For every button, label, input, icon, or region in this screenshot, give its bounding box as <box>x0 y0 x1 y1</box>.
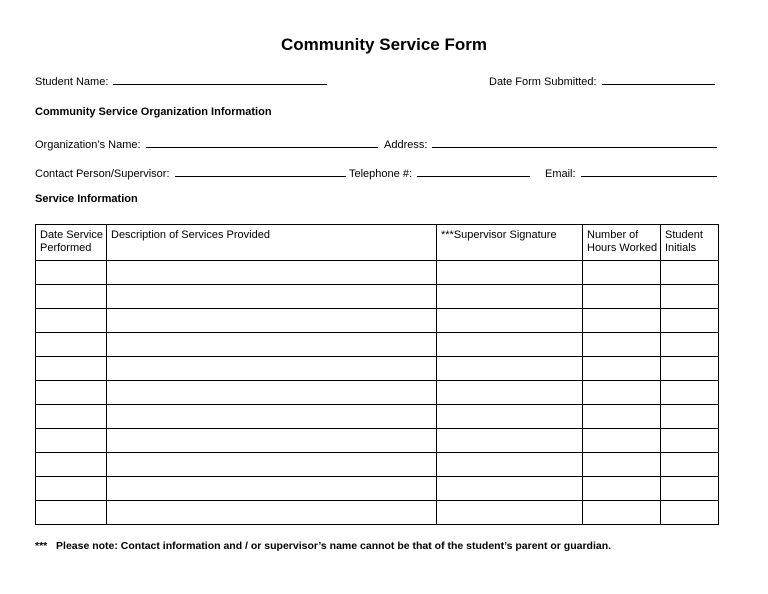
header-date: Date Service Performed <box>36 225 107 261</box>
signature-cell[interactable] <box>437 309 583 333</box>
signature-cell[interactable] <box>437 357 583 381</box>
student-name-row <box>35 73 327 89</box>
date-cell[interactable] <box>36 309 107 333</box>
table-body <box>36 261 719 525</box>
date-submitted-field[interactable] <box>602 73 715 85</box>
telephone-field[interactable] <box>417 165 530 177</box>
org-name-row <box>35 136 378 152</box>
signature-cell[interactable] <box>437 453 583 477</box>
table-row <box>36 453 719 477</box>
student-name-field[interactable] <box>113 73 327 85</box>
date-cell[interactable] <box>36 357 107 381</box>
student-name-label: Student Name: <box>35 76 109 88</box>
signature-cell[interactable] <box>437 285 583 309</box>
contact-row <box>35 165 346 181</box>
signature-cell[interactable] <box>437 405 583 429</box>
header-description: Description of Services Provided <box>107 225 437 261</box>
table-row <box>36 261 719 285</box>
address-row <box>384 136 717 152</box>
hours-cell[interactable] <box>583 309 661 333</box>
footnote <box>35 540 611 552</box>
telephone-label: Telephone #: <box>349 168 412 180</box>
hours-cell[interactable] <box>583 261 661 285</box>
hours-cell[interactable] <box>583 477 661 501</box>
signature-cell[interactable] <box>437 333 583 357</box>
description-cell[interactable] <box>107 405 437 429</box>
org-section-heading: Community Service Organization Information <box>35 106 272 118</box>
initials-cell[interactable] <box>661 477 719 501</box>
table-row <box>36 501 719 525</box>
initials-cell[interactable] <box>661 309 719 333</box>
address-label: Address: <box>384 139 428 151</box>
service-section-heading: Service Information <box>35 193 138 205</box>
date-cell[interactable] <box>36 477 107 501</box>
address-field[interactable] <box>432 136 717 148</box>
footnote-text: Please note: Contact information and / or supervisor’s name cannot be that of the student’s parent or guardian. <box>56 540 612 552</box>
header-hours: Number of Hours Worked <box>583 225 661 261</box>
description-cell[interactable] <box>107 477 437 501</box>
footnote-marker: *** <box>35 540 48 552</box>
hours-cell[interactable] <box>583 333 661 357</box>
signature-cell[interactable] <box>437 261 583 285</box>
contact-label: Contact Person/Supervisor: <box>35 168 170 180</box>
description-cell[interactable] <box>107 261 437 285</box>
signature-cell[interactable] <box>437 501 583 525</box>
signature-cell[interactable] <box>437 381 583 405</box>
description-cell[interactable] <box>107 333 437 357</box>
hours-cell[interactable] <box>583 405 661 429</box>
email-row <box>545 165 717 181</box>
table-row <box>36 285 719 309</box>
initials-cell[interactable] <box>661 357 719 381</box>
table-row <box>36 381 719 405</box>
date-cell[interactable] <box>36 285 107 309</box>
header-initials: Student Initials <box>661 225 719 261</box>
initials-cell[interactable] <box>661 285 719 309</box>
date-cell[interactable] <box>36 381 107 405</box>
signature-cell[interactable] <box>437 477 583 501</box>
date-submitted-label: Date Form Submitted: <box>489 76 597 88</box>
initials-cell[interactable] <box>661 429 719 453</box>
org-name-label: Organization’s Name: <box>35 139 141 151</box>
contact-field[interactable] <box>175 165 346 177</box>
date-cell[interactable] <box>36 501 107 525</box>
signature-cell[interactable] <box>437 429 583 453</box>
date-cell[interactable] <box>36 429 107 453</box>
initials-cell[interactable] <box>661 381 719 405</box>
initials-cell[interactable] <box>661 261 719 285</box>
description-cell[interactable] <box>107 501 437 525</box>
hours-cell[interactable] <box>583 501 661 525</box>
table-row <box>36 477 719 501</box>
date-cell[interactable] <box>36 333 107 357</box>
form-title: Community Service Form <box>281 35 487 54</box>
table-row <box>36 429 719 453</box>
initials-cell[interactable] <box>661 333 719 357</box>
initials-cell[interactable] <box>661 501 719 525</box>
service-table <box>35 224 719 525</box>
description-cell[interactable] <box>107 285 437 309</box>
org-name-field[interactable] <box>146 136 378 148</box>
table-row <box>36 405 719 429</box>
table-header-row <box>36 225 719 261</box>
initials-cell[interactable] <box>661 405 719 429</box>
table-row <box>36 357 719 381</box>
description-cell[interactable] <box>107 429 437 453</box>
table-row <box>36 309 719 333</box>
description-cell[interactable] <box>107 453 437 477</box>
date-cell[interactable] <box>36 261 107 285</box>
header-supervisor-signature: ***Supervisor Signature <box>437 225 583 261</box>
date-cell[interactable] <box>36 405 107 429</box>
initials-cell[interactable] <box>661 453 719 477</box>
table-row <box>36 333 719 357</box>
email-field[interactable] <box>581 165 717 177</box>
date-submitted-row <box>489 73 715 89</box>
description-cell[interactable] <box>107 381 437 405</box>
hours-cell[interactable] <box>583 429 661 453</box>
hours-cell[interactable] <box>583 381 661 405</box>
hours-cell[interactable] <box>583 357 661 381</box>
hours-cell[interactable] <box>583 285 661 309</box>
description-cell[interactable] <box>107 357 437 381</box>
hours-cell[interactable] <box>583 453 661 477</box>
date-cell[interactable] <box>36 453 107 477</box>
description-cell[interactable] <box>107 309 437 333</box>
telephone-row <box>349 165 530 181</box>
email-label: Email: <box>545 168 576 180</box>
